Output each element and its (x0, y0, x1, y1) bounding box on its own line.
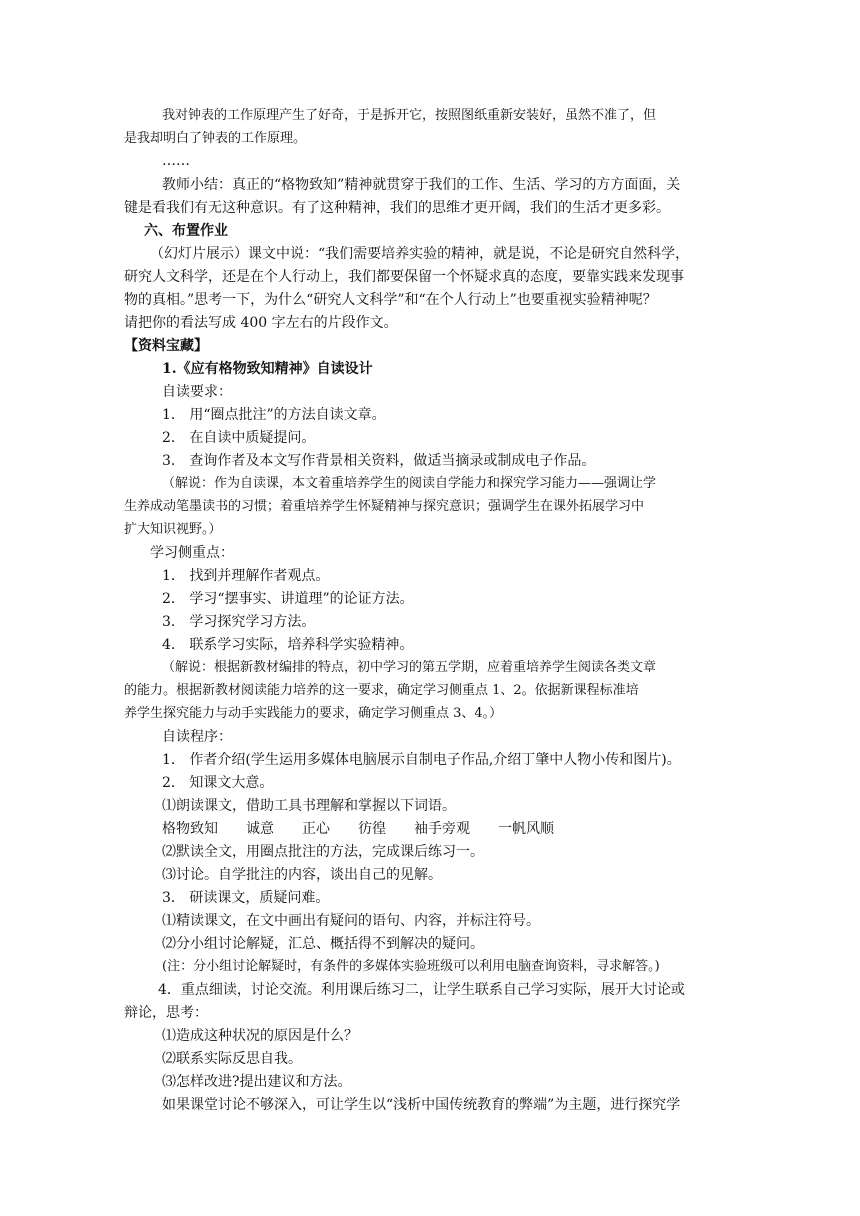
paragraph-line: 请把你的看法写成 400 字左右的片段作文。 (124, 315, 398, 331)
sub-list-item: ⑵联系实际反思自我。 (162, 1051, 302, 1067)
paragraph-line: 学习侧重点： (150, 545, 234, 561)
list-item: 2． 学习“摆事实、讲道理”的论证方法。 (162, 591, 414, 607)
paragraph-line: 键是看我们有无这种意识。有了这种精神，我们的思维才更开阔，我们的生活才更多彩。 (124, 200, 670, 216)
section-heading: 六、布置作业 (144, 223, 228, 239)
section-heading: 【资料宝藏】 (124, 338, 208, 354)
note-line: 养学生探究能力与动手实践能力的要求，确定学习侧重点 3、4。） (124, 706, 503, 721)
note-line: （解说：作为自读课，本文着重培养学生的阅读自学能力和探究学习能力——强调让学 (162, 476, 657, 491)
note-line: (注：分小组讨论解疑时，有条件的多媒体实验班级可以利用电脑查询资料，寻求解答。) (162, 959, 660, 974)
paragraph-line: 4．重点细读，讨论交流。利用课后练习二，让学生联系自己学习实际，展开大讨论或 (158, 982, 685, 998)
paragraph-line: 如果课堂讨论不够深入，可让学生以“浅析中国传统教育的弊端”为主题，进行探究学 (162, 1097, 681, 1113)
note-line: 的能力。根据新教材阅读能力培养的这一要求，确定学习侧重点 1、2。依据新课程标准培 (124, 683, 639, 698)
vocabulary-line: 格物致知 诚意 正心 彷徨 袖手旁观 一帆风顺 (162, 821, 554, 837)
paragraph-line: 辩论，思考： (124, 1005, 208, 1021)
list-item: 1． 用“圈点批注”的方法自读文章。 (162, 407, 386, 423)
sub-list-item: ⑵默读全文，用圈点批注的方法，完成课后练习一。 (162, 844, 484, 860)
sub-list-item: ⑶讨论。自学批注的内容，谈出自己的见解。 (162, 867, 442, 883)
list-item: 1． 找到并理解作者观点。 (162, 568, 330, 584)
list-item: 2． 知课文大意。 (162, 775, 274, 791)
paragraph-line: 教师小结：真正的“格物致知”精神就贯穿于我们的工作、生活、学习的方方面面，关 (162, 177, 681, 193)
sub-list-item: ⑵分小组讨论解疑，汇总、概括得不到解决的疑问。 (162, 936, 484, 952)
paragraph-line: （幻灯片展示）课文中说：“我们需要培养实验的精神，就是说，不论是研究自然科学， (150, 246, 690, 262)
list-item: 2． 在自读中质疑提问。 (162, 430, 316, 446)
note-line: 生养成动笔墨读书的习惯；着重培养学生怀疑精神与探究意识；强调学生在课外拓展学习中 (124, 499, 645, 514)
paragraph-line: 自读程序： (162, 729, 232, 745)
paragraph-line: 物的真相。”思考一下，为什么“研究人文科学”和“在个人行动上”也要重视实验精神呢？ (124, 292, 657, 308)
list-item: 3． 查询作者及本文写作背景相关资料，做适当摘录或制成电子作品。 (162, 453, 596, 469)
subsection-heading: 1.《应有格物致知精神》自读设计 (162, 361, 373, 377)
list-item: 1． 作者介绍(学生运用多媒体电脑展示自制电子作品,介绍丁肇中人物小传和图片)。 (162, 752, 681, 768)
list-item: 3． 研读课文，质疑问难。 (162, 890, 330, 906)
list-item: 3． 学习探究学习方法。 (162, 614, 316, 630)
sub-list-item: ⑴造成这种状况的原因是什么？ (162, 1028, 358, 1044)
ellipsis-line: …… (162, 153, 190, 169)
sub-list-item: ⑴精读课文，在文中画出有疑问的语句、内容，并标注符号。 (162, 913, 540, 929)
sub-list-item: ⑶怎样改进?提出建议和方法。 (162, 1074, 352, 1090)
sub-list-item: ⑴朗读课文，借助工具书理解和掌握以下词语。 (162, 798, 456, 814)
list-item: 4． 联系学习实际，培养科学实验精神。 (162, 637, 414, 653)
paragraph-line: 自读要求： (162, 384, 232, 400)
note-line: （解说：根据新教材编排的特点，初中学习的第五学期，应着重培养学生阅读各类文章 (162, 660, 657, 675)
note-line: 扩大知识视野。） (124, 522, 222, 537)
paragraph-line: 是我却明白了钟表的工作原理。 (124, 131, 307, 146)
paragraph-line: 研究人文科学，还是在个人行动上，我们都要保留一个怀疑求真的态度，要靠实践来发现事 (124, 269, 684, 285)
paragraph-line: 我对钟表的工作原理产生了好奇，于是拆开它，按照图纸重新安装好，虽然不准了，但 (162, 108, 657, 123)
